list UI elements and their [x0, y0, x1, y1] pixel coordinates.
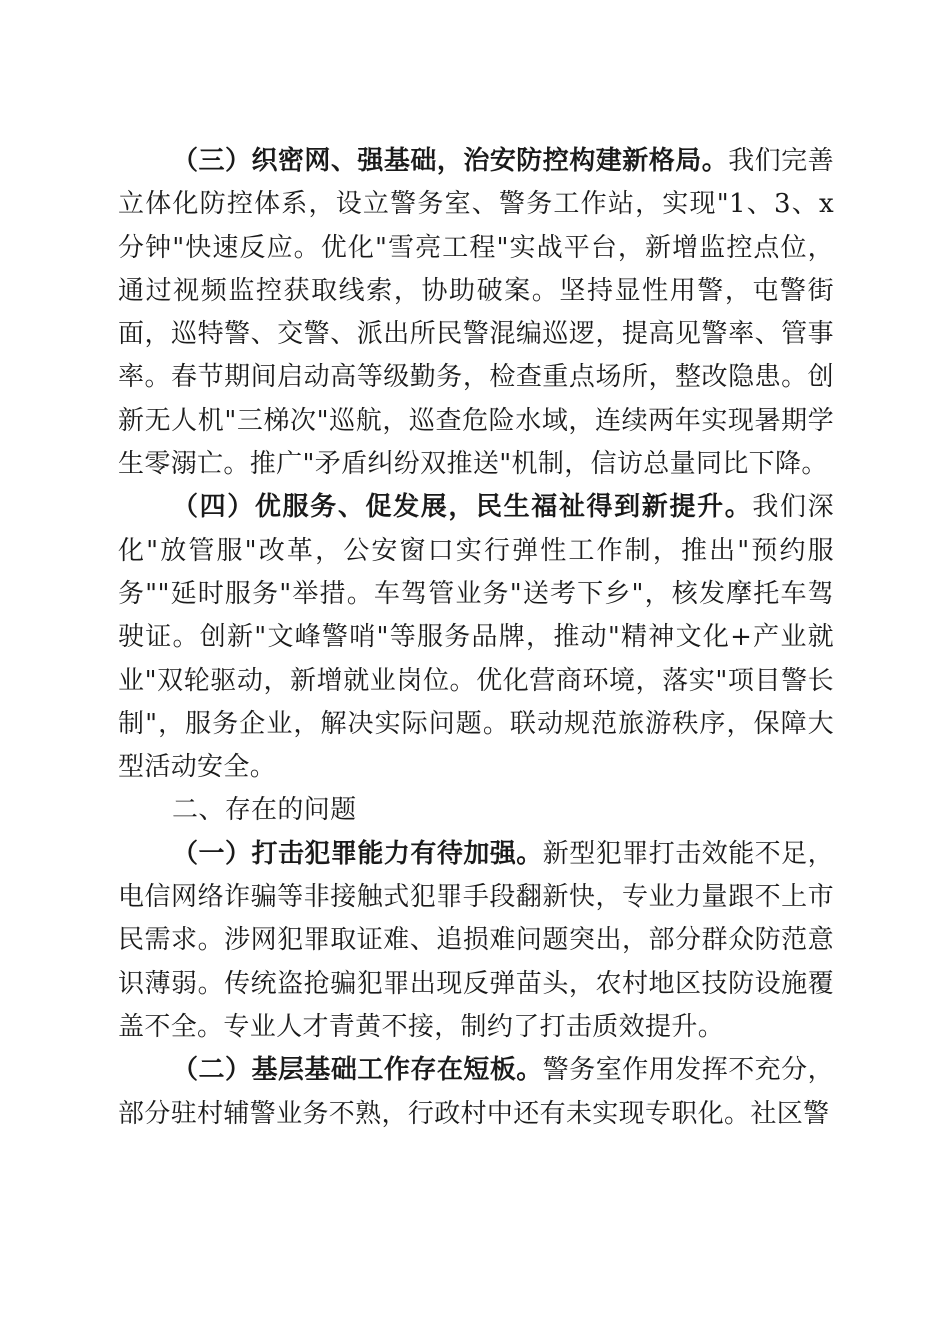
- section-heading-problems: 二、存在的问题: [172, 795, 357, 826]
- paragraph-text: 警务室作用发挥不充分，部分驻村辅警业务不熟，行政村中还有未实现专职化。社区警: [118, 1055, 834, 1129]
- paragraph-text: 我们完善立体化防控体系，设立警务室、警务工作站，实现"1、3、x分钟"快速反应。优化"雪亮工程"实战平台，新增监控点位，通过视频监控获取线索，协助破案。坚持显性用警，屯警街面，巡特警、交警、派出所民警混编巡逻，提高见警率、管事率。春节期间启动高等级勤务，检查重点场所，整改隐患。创新无人机"三梯次"巡航，巡查危险水域，连续两年实现暑期学生零溺亡。推广"矛盾纠纷双推送"机制，信访总量同比下降。: [118, 146, 834, 480]
- paragraph-lead: （三）织密网、强基础，治安防控构建新格局。: [172, 146, 729, 176]
- paragraph-problem-1: [118, 833, 834, 1049]
- paragraph-lead: （二）基层基础工作存在短板。: [172, 1055, 543, 1086]
- paragraph-section-4: [118, 486, 834, 789]
- paragraph-lead: （一）打击犯罪能力有待加强。: [172, 838, 543, 869]
- paragraph-text: 我们深化"放管服"改革，公安窗口实行弹性工作制，推出"预约服务""延时服务"举措。车驾管业务"送考下乡"，核发摩托车驾驶证。创新"文峰警哨"等服务品牌，推动"精神文化+产业就业"双轮驱动，新增就业岗位。优化营商环境，落实"项目警长制"，服务企业，解决实际问题。联动规范旅游秩序，保障大型活动安全。: [118, 492, 834, 783]
- paragraph-text: 新型犯罪打击效能不足，电信网络诈骗等非接触式犯罪手段翻新快，专业力量跟不上市民需求。涉网犯罪取证难、追损难问题突出，部分群众防范意识薄弱。传统盗抢骗犯罪出现反弹苗头，农村地区技防设施覆盖不全。专业人才青黄不接，制约了打击质效提升。: [118, 838, 834, 1042]
- paragraph-lead: （四）优服务、促发展，民生福祉得到新提升。: [172, 492, 753, 523]
- paragraph-section-3: [118, 140, 834, 486]
- document-body: [118, 140, 834, 1136]
- paragraph-problem-2: [118, 1049, 834, 1136]
